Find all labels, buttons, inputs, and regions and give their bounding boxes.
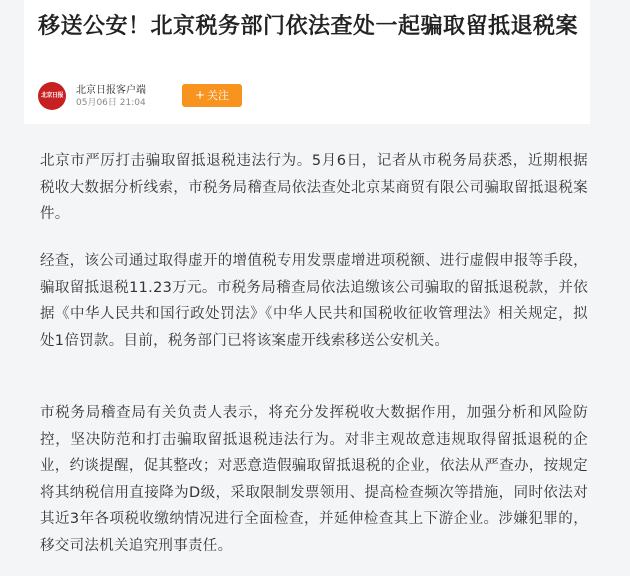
- avatar[interactable]: [38, 82, 66, 110]
- author-name[interactable]: 北京日报客户端: [76, 85, 146, 96]
- publish-time: 05月06日 21:04: [76, 98, 146, 108]
- article-title: 移送公安！北京税务部门依法查处一起骗取留抵退税案: [38, 14, 579, 39]
- author-row: [38, 82, 338, 112]
- paragraph: 市税务局稽查局有关负责人表示，将充分发挥税收大数据作用，加强分析和风险防控，坚决防范和打击骗取留抵退税违法行为。对非主观故意违规取得留抵退税的企业，约谈提醒，促其整改；对恶意造假骗取留抵退税的企业，依法从严查办，按规定将其纳税信用直接降为D级，采取限制发票领用、提高检查频次等措施，同时依法对其近3年各项税收缴纳情况进行全面检查，并延伸检查其上下游企业。涉嫌犯罪的，移交司法机关追究刑事责任。: [40, 405, 588, 554]
- article-header: [24, 0, 590, 124]
- follow-label: 关注: [207, 89, 230, 102]
- avatar-logo-text: 北京日报: [41, 92, 63, 99]
- follow-button[interactable]: [182, 84, 242, 107]
- paragraph: 北京市严厉打击骗取留抵退税违法行为。5月6日，记者从市税务局获悉，近期根据税收大数据分析线索，市税务局稽查局依法查处北京某商贸有限公司骗取留抵退税案件。: [40, 153, 588, 222]
- plus-icon: +: [194, 88, 206, 102]
- paragraph: 经查，该公司通过取得虚开的增值税专用发票虚增进项税额、进行虚假申报等手段，骗取留抵退税11.23万元。市税务局稽查局依法追缴该公司骗取的留抵退税款，并依据《中华人民共和国行政处罚法》《中华人民共和国税收征收管理法》相关规定，拟处1倍罚款。目前，税务部门已将该案虚开线索移送公安机关。: [40, 253, 588, 349]
